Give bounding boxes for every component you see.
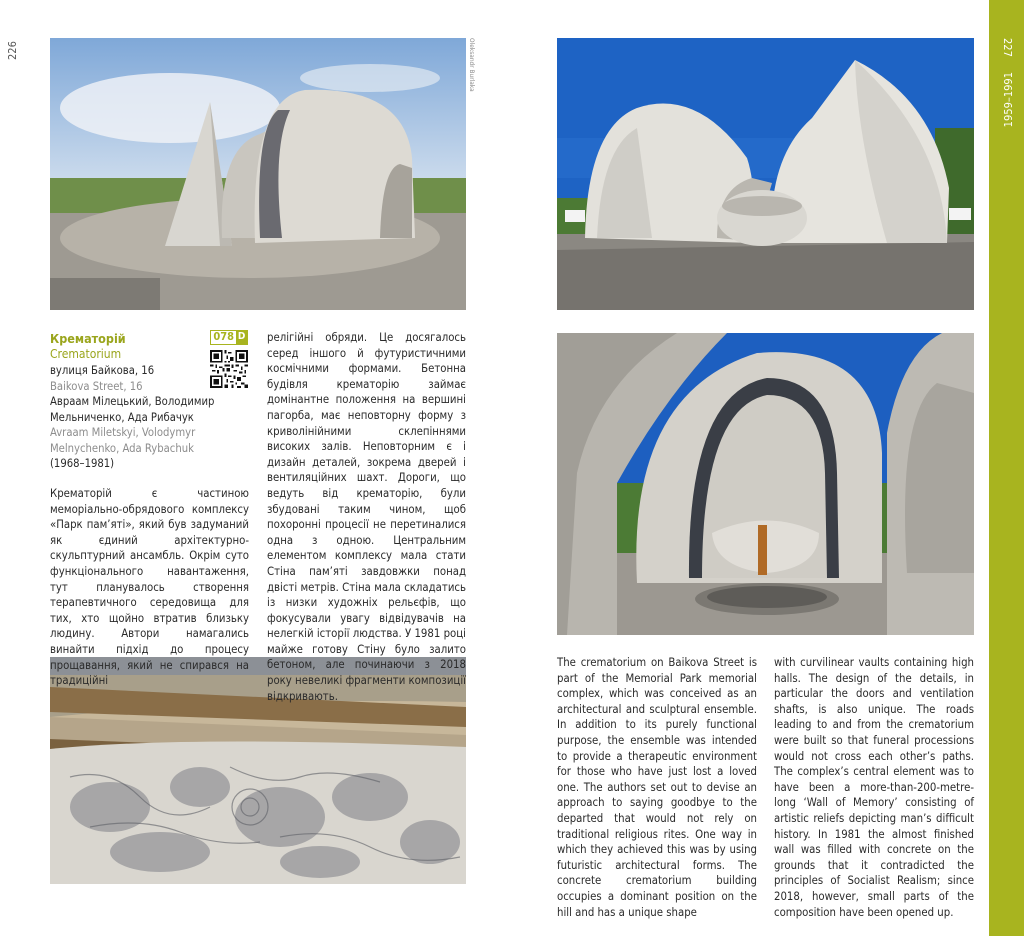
era-label: 1959–1991 (1002, 72, 1015, 128)
era-tab (989, 0, 1024, 936)
address-en: Baikova Street, 16 (50, 379, 143, 393)
photo-crematorium-domes (557, 38, 974, 310)
page-number-right: 227 (1001, 38, 1014, 57)
body-text-uk-column-1: Крематорій є частиною меморіально-обрядового комплексу «Парк пам’яті», який був задуманий як єдиний архітектурно-скульптурний ансамбль. Окрім суто функціонального навантаження, тут планувалось створення терапевтичного середовища для тих, хто щойно втратив близьку людину. Автори намагались винайти підхід до процесу прощавання, який не спирався на традиційні (50, 487, 249, 688)
body-text-en-column-1: The crematorium on Baikova Street is part of the Memorial Park memorial complex, which was conceived as an architectural and sculptural ensemble. In addition to its purely functional purpose, the ensemble was intended to provide a therapeutic environment for those who have just lost a loved one. The authors set out to devise an approach to saying goodbye to the departed that would not rely on traditional religious rites. One way in which they achieved this was by using futuristic architectural forms. The concrete crematorium building occupies a dominant position on the hill and has a unique shape (557, 656, 757, 919)
entry-category: D (237, 331, 246, 342)
qr-code-icon[interactable] (210, 350, 248, 388)
entry-title-en: Crematorium (50, 347, 122, 361)
entry-title-uk: Крематорій (50, 331, 126, 346)
address-uk: вулиця Байкова, 16 (50, 364, 155, 377)
entry-details (50, 363, 215, 472)
body-text-uk-column-2: релігійні обряди. Це досягалось серед іншого й футуристичними космічними формами. Бетонна будівля крематорію займає домінантне положення на вершині пагорба, має неповторну форму з криволінійними склепіннями високих залів. Неповторним є і дизайн деталей, зокрема дверей і вентиляційних шахт. Дороги, що ведуть від крематорію, були збудовані таким чином, щоб похоронні процесії не перетиналися одна з одною. Центральним елементом комплексу мала стати Стіна пам’яті завдовжки понад двісті метрів. Стіна мала складатись із низки художніх рельєфів, що фокусували увагу відвідувачів на нелегкій історії людства. У 1981 році майже готову Стіну було залито бетоном, але починаючи з 2018 року невеликі фрагменти композиції відкривають. (267, 331, 466, 703)
photo-crematorium-archway (557, 333, 974, 635)
build-years: (1968–1981) (50, 457, 115, 470)
page-number-left: 226 (6, 41, 19, 60)
entry-number: 078 (213, 330, 234, 343)
entry-number-badge (210, 330, 248, 345)
body-text-en-column-2: with curvilinear vaults containing high halls. The design of the details, in particular the doors and ventilation shafts, is also unique. The roads leading to and from the crematorium were built so that funeral processions would not cross each other’s paths. The complex’s central element was to have been a more-than-200-metre-long ‘Wall of Memory’ consisting of artistic reliefs depicting man’s difficult history. In 1981 the almost finished wall was filled with concrete on the grounds that it contradicted the principles of Socialist Realism; since 2018, however, small parts of the composition have been opened up. (774, 656, 974, 919)
photo-crematorium-exterior (50, 38, 466, 310)
architects-en: Avraam Miletskyi, Volodymyr Melnychenko, Ada Rybachuk (50, 426, 196, 455)
architects-uk: Авраам Мілецький, Володимир Мельниченко, Ада Рибачук (50, 395, 215, 424)
photo-credit: Oleksandr Burlaka (468, 38, 476, 92)
